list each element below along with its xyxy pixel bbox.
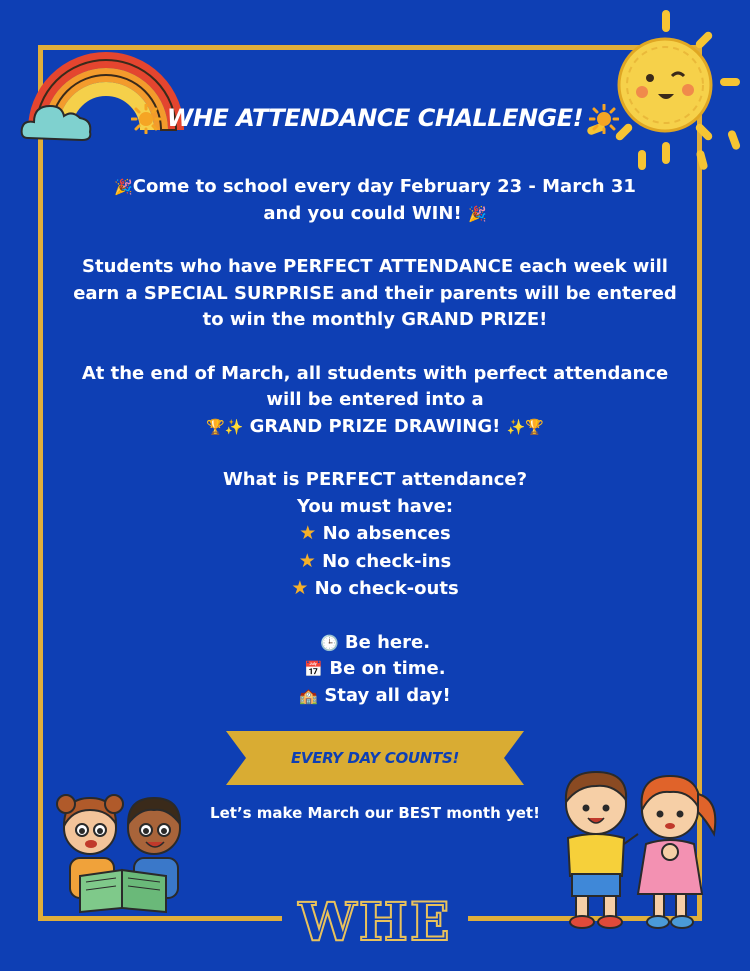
requirement-item: ★ No check-outs xyxy=(291,577,459,599)
kids-reading-illustration xyxy=(50,780,200,915)
requirement-item: ★ No absences xyxy=(299,522,451,544)
sun-small-icon xyxy=(589,104,619,134)
reminder-item: 📅 Be on time. xyxy=(304,658,446,679)
party-popper-icon: 🎉 xyxy=(467,204,487,223)
march-line-2: will be entered into a xyxy=(266,389,484,410)
intro-line-1: 🎉Come to school every day February 23 - March 31 xyxy=(114,176,636,197)
main-content xyxy=(60,174,690,709)
weekly-line-2: earn a SPECIAL SURPRISE and their parents will be entered xyxy=(73,282,677,304)
intro-line-2: and you could WIN! 🎉 xyxy=(263,202,487,224)
march-line-1: At the end of March, all students with perfect attendance xyxy=(81,362,669,384)
calendar-icon: 📅 xyxy=(304,660,324,678)
clock-icon: 🕒 xyxy=(319,633,339,652)
party-popper-icon: 🎉 xyxy=(114,178,133,196)
kids-standing-illustration xyxy=(538,764,728,934)
reminder-item: 🏫 Stay all day! xyxy=(299,684,451,706)
question: What is PERFECT attendance? xyxy=(222,469,528,490)
sun-icon xyxy=(580,0,750,185)
title-text: WHE ATTENDANCE CHALLENGE! xyxy=(166,104,584,132)
weekly-line-3: to win the monthly GRAND PRIZE! xyxy=(202,309,548,330)
sun-small-icon xyxy=(131,104,161,134)
school-icon: 🏫 xyxy=(299,686,319,705)
star-icon: ★ xyxy=(299,522,317,544)
sparkles-icon: ✨ xyxy=(506,417,526,436)
trophy-icon: 🏆 xyxy=(205,417,225,436)
page-title xyxy=(0,104,750,134)
must-have: You must have: xyxy=(296,495,454,517)
march-line-3: 🏆✨ GRAND PRIZE DRAWING! ✨🏆 xyxy=(205,415,545,437)
school-logo: WHE xyxy=(298,892,452,953)
reminder-item: 🕒 Be here. xyxy=(319,631,431,653)
requirement-item: ★ No check-ins xyxy=(298,549,452,572)
banner-text: EVERY DAY COUNTS! xyxy=(290,749,460,767)
star-icon: ★ xyxy=(298,549,316,572)
weekly-line-1: Students who have PERFECT ATTENDANCE each week will xyxy=(82,256,668,277)
star-icon: ★ xyxy=(291,577,309,599)
closing-line: Let’s make March our BEST month yet! xyxy=(210,804,540,822)
sparkles-icon: ✨ xyxy=(224,417,244,436)
trophy-icon: 🏆 xyxy=(525,417,545,436)
